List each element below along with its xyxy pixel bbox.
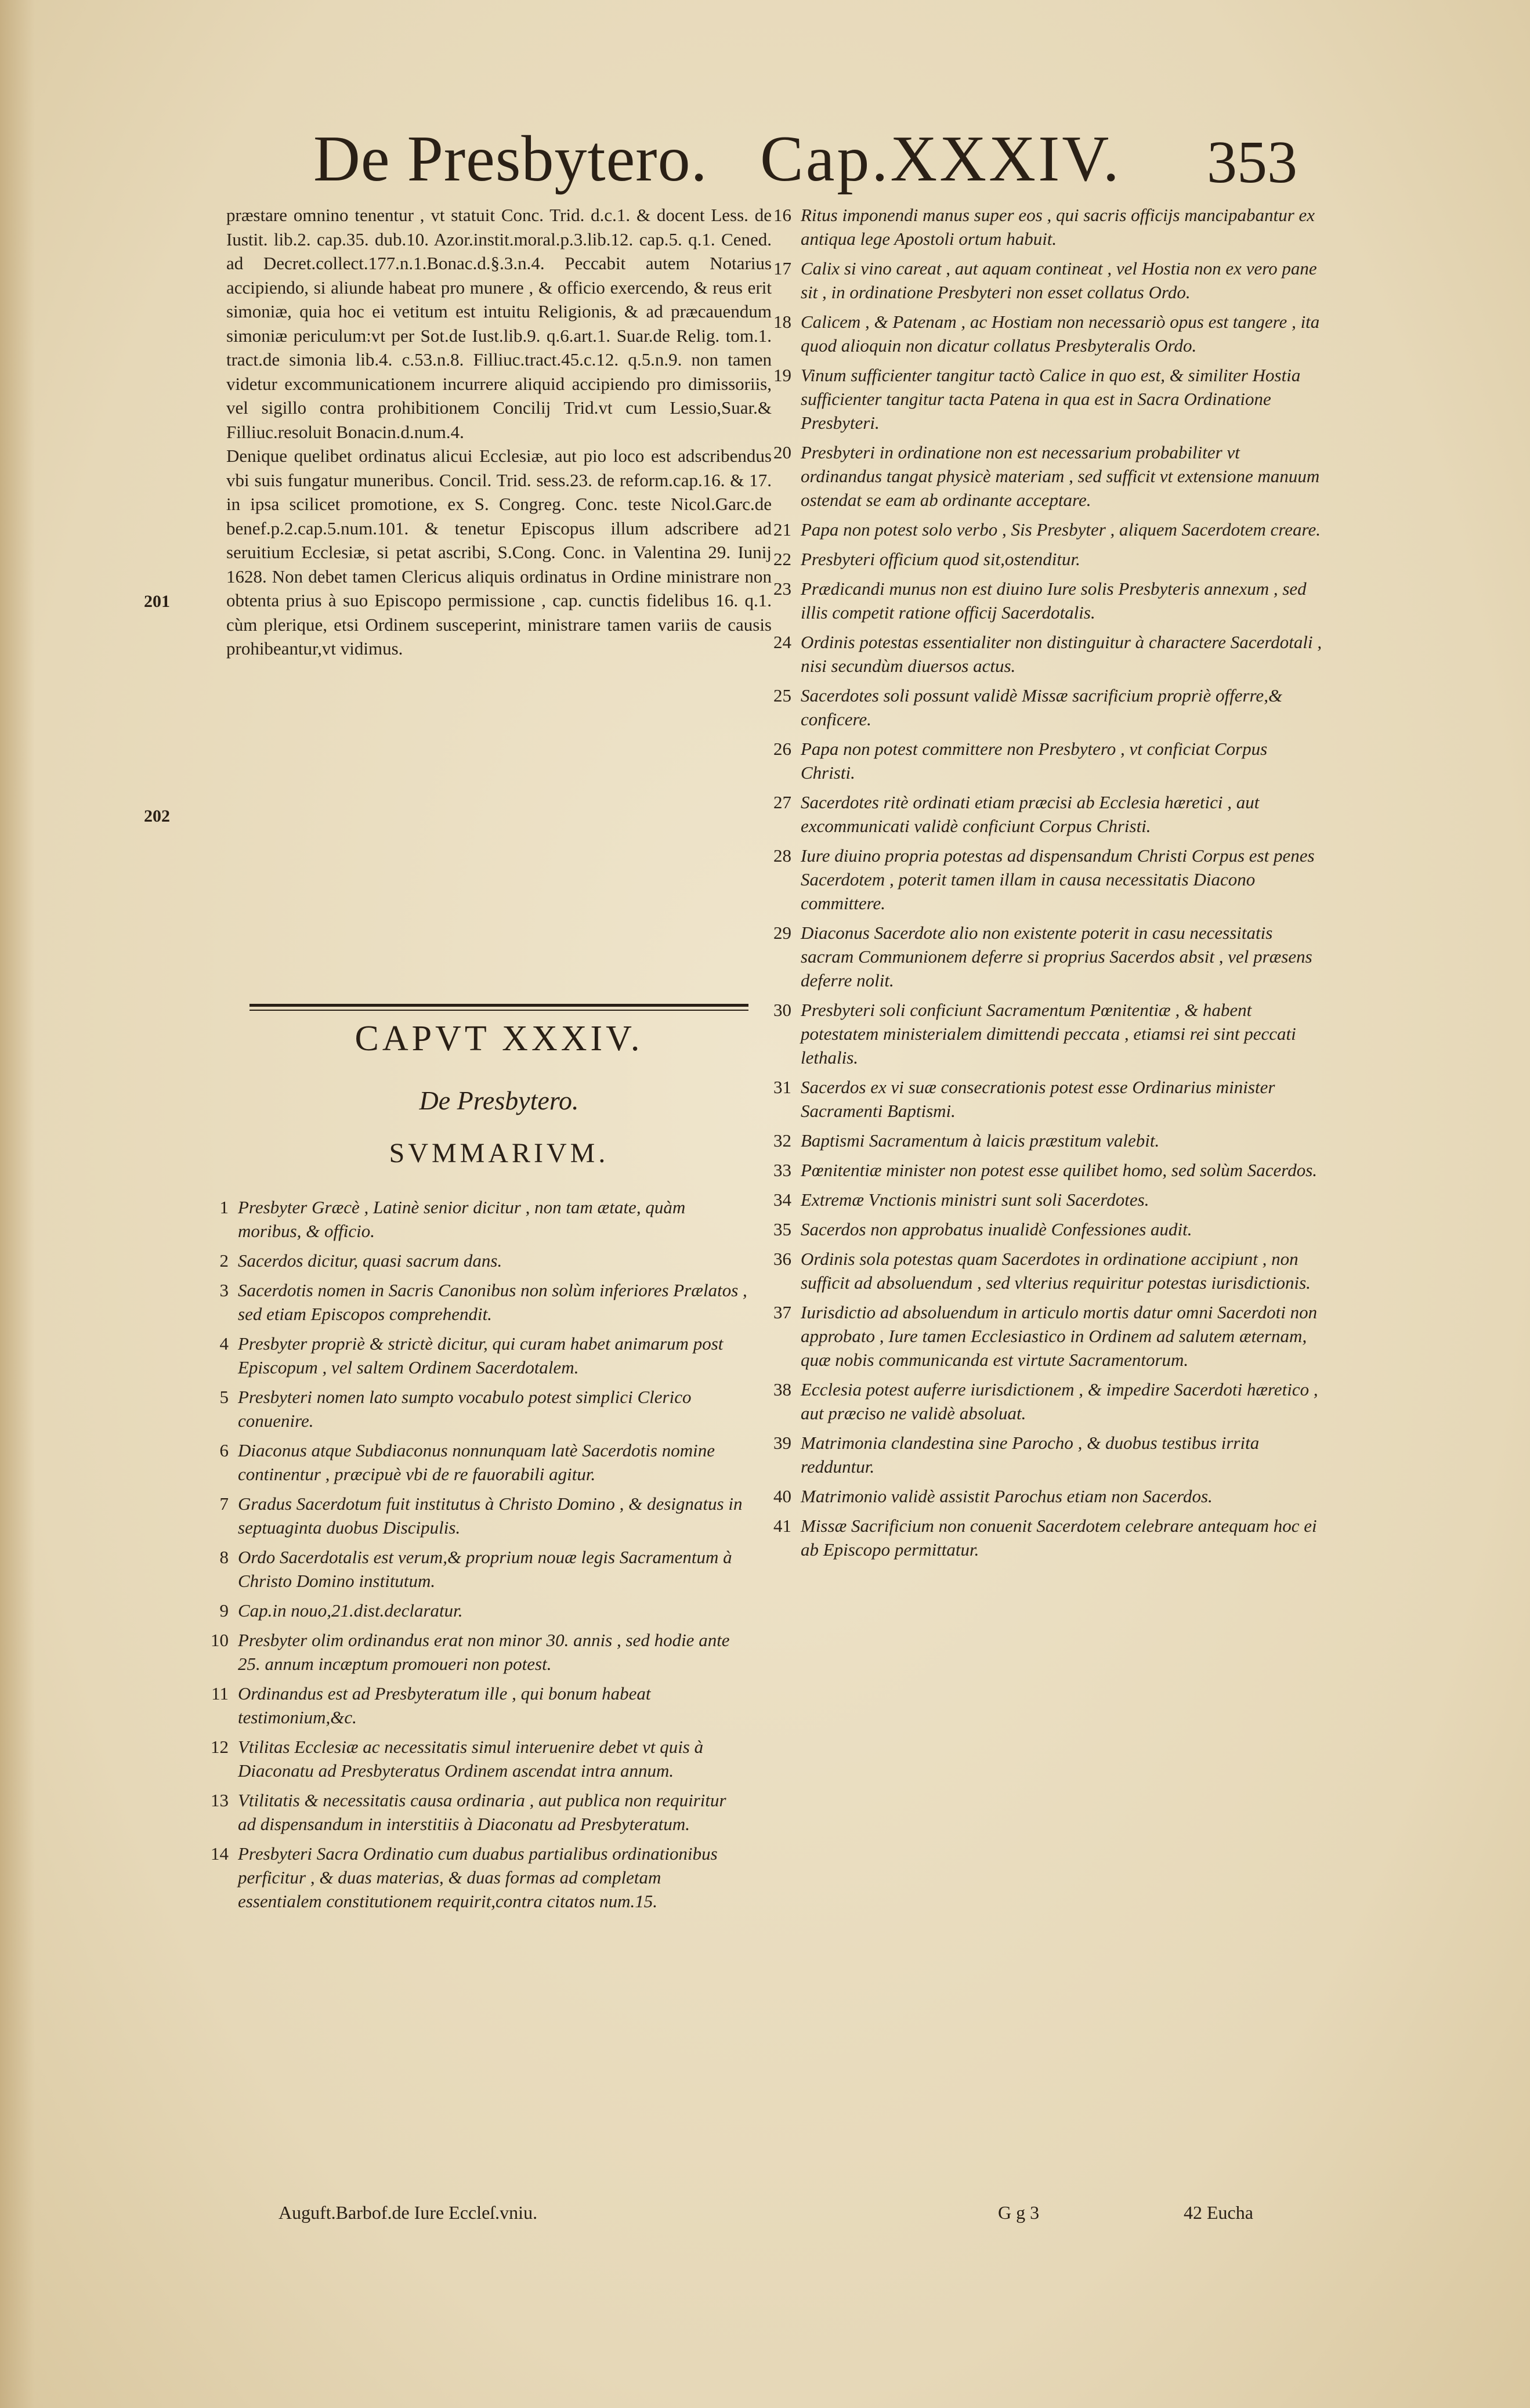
summary-item-text: Vtilitatis & necessitatis causa ordinaria , aut publica non requiritur ad dispensandum in interstitiis à Diaconatu ad Presbyteratum. bbox=[238, 1790, 726, 1834]
footer-reference: Auguft.Barbof.de Iure Eccleſ.vniu. bbox=[278, 2202, 538, 2223]
summary-item-text: Vinum sufficienter tangitur tactò Calice in quo est, & similiter Hostia sufficienter tangitur tacta Patena in qua est in Sacra Ordinatione Presbyteri. bbox=[801, 365, 1301, 433]
summary-item bbox=[754, 1247, 1323, 1295]
summary-item-number: 21 bbox=[773, 519, 791, 540]
summary-item bbox=[754, 630, 1323, 678]
paragraph: præstare omnino tenentur , vt statuit Conc. Trid. d.c.1. & docent Less. de Iustit. lib.2. cap.35. dub.10. Azor.instit.moral.p.3.lib.12. cap.5. q.1. Cened. ad Decret.collect.177.n.1.Bonac.d.§.3.n.4. Peccabit autem Notarius accipiendo, si aliunde habeat pro munere , & officio exercendo, & reus erit simoniæ, quia hoc ei vetitum est intuitu Religionis, & ad præcauendum simoniæ periculum:vt per Sot.de Iust.lib.9. q.6.art.1. Suar.de Relig. tom.1. tract.de simonia lib.4. c.53.n.8. Filliuc.tract.45.c.12. q.5.n.9. non tamen videtur excommunicationem incurrere aliquid accipiendo pro dimissoriis, vel sigillo contra prohibitionem Concilij Trid.vt cum Lessio,Suar.& Filliuc.resoluit Bonacin.d.num.4. bbox=[226, 205, 772, 442]
summary-item-number: 7 bbox=[219, 1494, 229, 1514]
summary-item-text: Prædicandi munus non est diuino Iure solis Presbyteris annexum , sed illis competit ratione officij Sacerdotalis. bbox=[801, 579, 1307, 623]
summary-item-text: Sacerdos ex vi suæ consecrationis potest esse Ordinarius minister Sacramenti Baptismi. bbox=[801, 1077, 1275, 1121]
summary-item-number: 30 bbox=[773, 1000, 791, 1020]
summary-item bbox=[754, 256, 1323, 304]
summary-item-text: Iure diuino propria potestas ad dispensandum Christi Corpus est penes Sacerdotem , poterit tamen illam in causa necessitatis Diacono committere. bbox=[801, 845, 1315, 913]
catchword: 42 Eucha bbox=[1184, 2202, 1253, 2223]
divider-rule bbox=[249, 1004, 748, 1007]
summary-item-text: Papa non potest solo verbo , Sis Presbyter , aliquem Sacerdotem creare. bbox=[801, 519, 1321, 540]
summary-item-text: Baptismi Sacramentum à laicis præstitum valebit. bbox=[801, 1130, 1160, 1151]
summary-item-number: 22 bbox=[773, 549, 791, 569]
summary-item-number: 8 bbox=[219, 1547, 229, 1567]
summary-item bbox=[754, 998, 1323, 1069]
summary-item-text: Sacerdos dicitur, quasi sacrum dans. bbox=[238, 1250, 502, 1271]
summary-item-text: Sacerdos non approbatus inualidè Confessiones audit. bbox=[801, 1219, 1192, 1239]
margin-number: 201 bbox=[144, 592, 170, 611]
summary-item-text: Diaconus Sacerdote alio non existente poterit in casu necessitatis sacram Communionem deferre si proprius Sacerdos absit , vel præsens deferre nolit. bbox=[801, 923, 1312, 990]
chapter-heading: CAPVT XXXIV. bbox=[355, 1019, 643, 1058]
summary-item-text: Presbyteri Sacra Ordinatio cum duabus partialibus ordinationibus perficitur , & duas materias, & duas formas ad completam essentialem constitutionem requirit,contra citatos num.15. bbox=[238, 1843, 718, 1911]
summary-item-number: 36 bbox=[773, 1249, 791, 1269]
summary-item-text: Ordinis sola potestas quam Sacerdotes in ordinatione accipiunt , non sufficit ad absoluendum , sed vlterius requiritur potestas iurisdictionis. bbox=[801, 1249, 1311, 1293]
summary-item-text: Missæ Sacrificium non conuenit Sacerdotem celebrare antequam hoc ei ab Episcopo permittatur. bbox=[801, 1516, 1317, 1560]
summary-item-number: 1 bbox=[219, 1197, 229, 1217]
summary-item bbox=[754, 577, 1323, 624]
summary-item bbox=[191, 1842, 748, 1913]
summary-item bbox=[754, 1188, 1323, 1212]
summary-item bbox=[191, 1545, 748, 1593]
summary-item-number: 23 bbox=[773, 579, 791, 599]
summary-list-right bbox=[754, 203, 1323, 1567]
summary-item-text: Ritus imponendi manus super eos , qui sacris officijs mancipabantur ex antiqua lege Apostoli ortum habuit. bbox=[801, 205, 1315, 249]
divider-rule bbox=[249, 1010, 748, 1011]
summary-item-text: Vtilitas Ecclesiæ ac necessitatis simul interuenire debet vt quis à Diaconatu ad Presbyteratus Ordinem ascendat intra annum. bbox=[238, 1737, 704, 1781]
summary-item-number: 27 bbox=[773, 792, 791, 812]
summary-item bbox=[754, 1514, 1323, 1561]
summary-item bbox=[754, 203, 1323, 251]
summary-item-number: 39 bbox=[773, 1433, 791, 1453]
summary-item-number: 24 bbox=[773, 632, 791, 652]
summary-item-number: 37 bbox=[773, 1302, 791, 1322]
summary-item-number: 26 bbox=[773, 739, 791, 759]
summary-item-text: Calix si vino careat , aut aquam contineat , vel Hostia non ex vero pane sit , in ordinatione Presbyteri non esset collatus Ordo. bbox=[801, 258, 1317, 302]
summary-item-text: Presbyteri nomen lato sumpto vocabulo potest simplici Clerico conuenire. bbox=[238, 1387, 692, 1431]
summary-item-text: Diaconus atque Subdiaconus nonnunquam latè Sacerdotis nomine continentur , præcipuè vbi de re fauorabili agitur. bbox=[238, 1440, 715, 1484]
summary-item-number: 33 bbox=[773, 1160, 791, 1180]
summary-item-text: Cap.in nouo,21.dist.declaratur. bbox=[238, 1600, 463, 1621]
summary-item bbox=[754, 790, 1323, 838]
summary-item bbox=[191, 1628, 748, 1676]
summary-item-text: Gradus Sacerdotum fuit institutus à Christo Domino , & designatus in septuaginta duobus Discipulis. bbox=[238, 1494, 743, 1538]
summary-item-number: 29 bbox=[773, 923, 791, 943]
summary-item bbox=[191, 1278, 748, 1326]
summary-item-text: Ordinis potestas essentialiter non distinguitur à charactere Sacerdotali , nisi secundùm diuersos actus. bbox=[801, 632, 1322, 676]
summary-item bbox=[754, 737, 1323, 784]
margin-number: 202 bbox=[144, 807, 170, 826]
summary-item-number: 9 bbox=[219, 1600, 229, 1621]
summary-item bbox=[191, 1682, 748, 1729]
summary-item-text: Presbyteri in ordinatione non est necessarium probabiliter vt ordinandus tangat physicè materiam , sed sufficit vt extensione manuum ostendat se eam ab ordinante acceptare. bbox=[801, 442, 1320, 510]
summary-item bbox=[754, 310, 1323, 357]
page-number: 353 bbox=[1207, 129, 1297, 196]
summary-item-text: Presbyteri soli conficiunt Sacramentum Pœnitentiæ , & habent potestatem ministerialem dimittendi peccata , etiamsi rei sint peccati lethalis. bbox=[801, 1000, 1296, 1068]
paragraph: Denique quelibet ordinatus alicui Ecclesiæ, aut pio loco est adscribendus vbi suis fungatur muneribus. Concil. Trid. sess.23. de reform.cap.16. & 17. in ipsa scilicet promotione, ex S. Congreg. Conc. teste Nicol.Garc.de benef.p.2.cap.5.num.101. & tenetur Episcopus illum adscribere ad seruitium Ecclesiæ, si petat ascribi, S.Cong. Conc. in Valentina 29. Iunij 1628. Non debet tamen Clericus aliquis ordinatus in Ordine ministrare non obtenta prius à suo Episcopo permissione , cap. cunctis fidelibus 16. q.1. cùm plerique, etsi Ordinem susceperint, ministrare tamen variis de causis prohibeantur,vt vidimus. bbox=[226, 446, 772, 659]
summary-item-text: Matrimonio validè assistit Parochus etiam non Sacerdos. bbox=[801, 1486, 1213, 1506]
summary-item bbox=[754, 844, 1323, 915]
summary-item bbox=[191, 1385, 748, 1433]
summary-item-number: 11 bbox=[211, 1683, 229, 1704]
summary-item-number: 40 bbox=[773, 1486, 791, 1506]
summary-item bbox=[191, 1492, 748, 1539]
summary-item bbox=[754, 547, 1323, 571]
page-edge-shadow bbox=[0, 0, 35, 2408]
summary-item bbox=[191, 1195, 748, 1243]
summary-item bbox=[754, 1158, 1323, 1182]
header-chapter: Cap.XXXIV. bbox=[760, 123, 1122, 195]
summary-item-number: 3 bbox=[219, 1280, 229, 1300]
summary-item bbox=[754, 440, 1323, 512]
summary-item bbox=[754, 1129, 1323, 1152]
summary-item bbox=[754, 1431, 1323, 1478]
running-header bbox=[313, 122, 1300, 197]
summary-item bbox=[191, 1735, 748, 1783]
summary-item-number: 14 bbox=[211, 1843, 229, 1864]
summary-item-text: Iurisdictio ad absoluendum in articulo mortis datur omni Sacerdoti non approbato , Iure tamen Ecclesiastico in Ordinem ad salutem æternam, quæ nobis communicanda est virtute Sacramentorum. bbox=[801, 1302, 1318, 1370]
summary-item-number: 19 bbox=[773, 365, 791, 385]
summary-item bbox=[754, 1377, 1323, 1425]
summary-item bbox=[191, 1438, 748, 1486]
summary-item bbox=[754, 363, 1323, 435]
summary-item-number: 38 bbox=[773, 1379, 791, 1400]
summary-item bbox=[754, 1075, 1323, 1123]
summary-item bbox=[754, 684, 1323, 731]
chapter-subheading: De Presbytero. bbox=[419, 1086, 579, 1115]
summary-item-number: 34 bbox=[773, 1189, 791, 1210]
summary-item bbox=[754, 921, 1323, 992]
summarium-heading: SVMMARIVM. bbox=[389, 1138, 609, 1169]
summary-item-number: 18 bbox=[773, 312, 791, 332]
summary-item bbox=[191, 1788, 748, 1836]
summary-item bbox=[754, 1300, 1323, 1372]
summary-item-text: Calicem , & Patenam , ac Hostiam non necessariò opus est tangere , ita quod alioquin non dicatur collatus Presbyteralis Ordo. bbox=[801, 312, 1320, 356]
summary-item-number: 13 bbox=[211, 1790, 229, 1810]
summary-item-number: 2 bbox=[219, 1250, 229, 1271]
summary-item-number: 41 bbox=[773, 1516, 791, 1536]
summary-item-number: 32 bbox=[773, 1130, 791, 1151]
summary-item bbox=[191, 1332, 748, 1379]
summary-item-number: 20 bbox=[773, 442, 791, 462]
summary-item-text: Ordo Sacerdotalis est verum,& proprium nouæ legis Sacramentum à Christo Domino institutum. bbox=[238, 1547, 732, 1591]
summary-item-text: Ecclesia potest auferre iurisdictionem , & impedire Sacerdoti hæretico , aut præciso ne validè absoluat. bbox=[801, 1379, 1318, 1423]
summary-item-text: Sacerdotes soli possunt validè Missæ sacrificium propriè offerre,& conficere. bbox=[801, 685, 1283, 729]
summary-item-number: 17 bbox=[773, 258, 791, 279]
summary-item-text: Sacerdotis nomen in Sacris Canonibus non solùm inferiores Prælatos , sed etiam Episcopos comprehendit. bbox=[238, 1280, 747, 1324]
summary-item-text: Pœnitentiæ minister non potest esse quilibet homo, sed solùm Sacerdos. bbox=[801, 1160, 1318, 1180]
summary-item-number: 10 bbox=[211, 1630, 229, 1650]
summary-item-text: Matrimonia clandestina sine Parocho , & duobus testibus irrita redduntur. bbox=[801, 1433, 1260, 1477]
summary-item-text: Extremæ Vnctionis ministri sunt soli Sacerdotes. bbox=[801, 1189, 1149, 1210]
summary-item-text: Sacerdotes ritè ordinati etiam præcisi ab Ecclesia hæretici , aut excommunicati validè conficiunt Corpus Christi. bbox=[801, 792, 1260, 836]
summary-item-text: Papa non potest committere non Presbytero , vt conficiat Corpus Christi. bbox=[801, 739, 1268, 783]
summary-item-number: 6 bbox=[219, 1440, 229, 1460]
summary-item-number: 16 bbox=[773, 205, 791, 225]
summary-item-number: 4 bbox=[219, 1333, 229, 1354]
summary-item bbox=[754, 1217, 1323, 1241]
summary-item-number: 25 bbox=[773, 685, 791, 706]
summary-item-text: Presbyteri officium quod sit,ostenditur. bbox=[801, 549, 1080, 569]
summary-item bbox=[754, 1484, 1323, 1508]
summary-item-number: 31 bbox=[773, 1077, 791, 1097]
left-column-text bbox=[226, 203, 772, 661]
summary-item-number: 35 bbox=[773, 1219, 791, 1239]
summary-item-number: 5 bbox=[219, 1387, 229, 1407]
summary-item-number: 12 bbox=[211, 1737, 229, 1757]
header-title: De Presbytero. bbox=[313, 123, 708, 195]
summary-item-text: Presbyter Græcè , Latinè senior dicitur , non tam ætate, quàm moribus, & officio. bbox=[238, 1197, 686, 1241]
summary-item bbox=[191, 1599, 748, 1622]
summary-item-text: Ordinandus est ad Presbyteratum ille , qui bonum habeat testimonium,&c. bbox=[238, 1683, 651, 1727]
summary-list-left bbox=[191, 1195, 748, 1919]
summary-item bbox=[754, 518, 1323, 541]
summary-item-number: 28 bbox=[773, 845, 791, 866]
summary-item-text: Presbyter olim ordinandus erat non minor 30. annis , sed hodie ante 25. annum incæptum promoueri non potest. bbox=[238, 1630, 730, 1674]
signature-mark: G g 3 bbox=[998, 2202, 1040, 2223]
summary-item-text: Presbyter propriè & strictè dicitur, qui curam habet animarum post Episcopum , vel saltem Ordinem Sacerdotalem. bbox=[238, 1333, 724, 1377]
summary-item bbox=[191, 1249, 748, 1272]
